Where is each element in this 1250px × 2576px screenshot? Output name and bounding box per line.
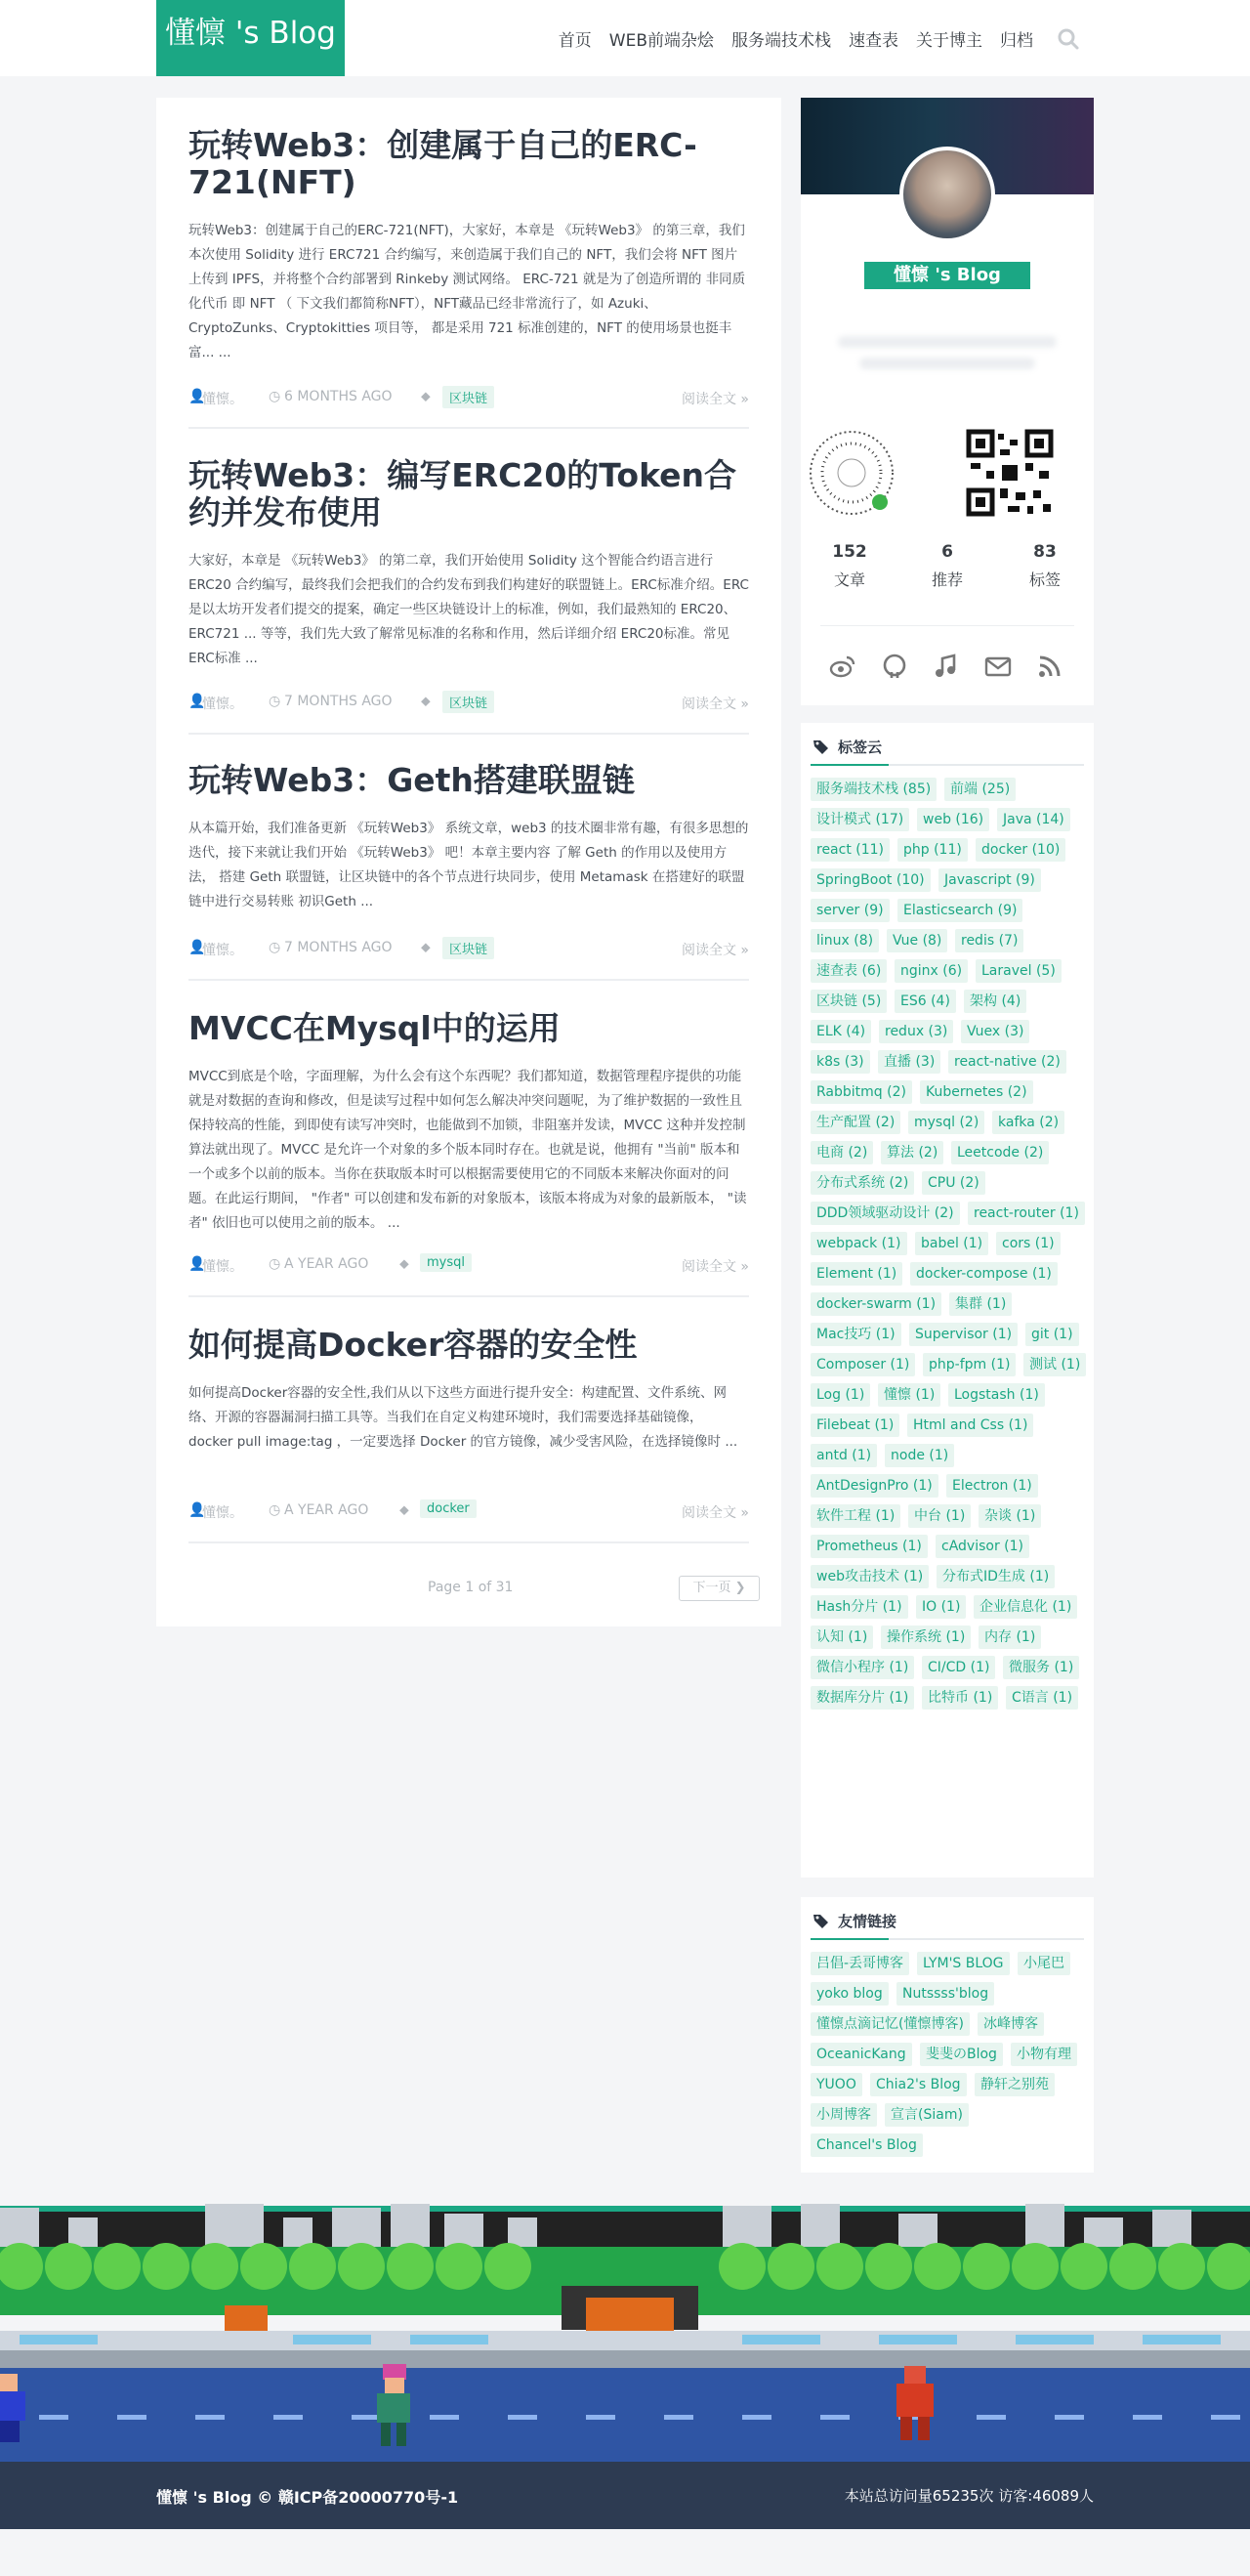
nav-about[interactable]: 关于博主	[916, 31, 982, 51]
friend-links-card	[801, 1897, 1094, 2173]
tag-chip[interactable]: 速查表 (6)	[811, 959, 887, 983]
tag-chip[interactable]: webpack (1)	[811, 1232, 907, 1255]
tag-chip[interactable]: 内存 (1)	[979, 1626, 1041, 1649]
page-bottom	[0, 2529, 1250, 2576]
stat-recommended[interactable]	[898, 542, 996, 590]
nav-archive[interactable]: 归档	[1000, 31, 1033, 51]
pixel-street-scene	[0, 2198, 1250, 2462]
tag-chip[interactable]: php-fpm (1)	[923, 1353, 1016, 1376]
tagcloud-title: 标签云	[838, 739, 883, 756]
post-time: A YEAR AGO	[284, 1256, 369, 1272]
tag-chip[interactable]: ES6 (4)	[895, 990, 956, 1013]
stat-value: 152	[832, 542, 867, 562]
tag-chip[interactable]: Electron (1)	[946, 1474, 1038, 1498]
tag-chip[interactable]: web攻击技术 (1)	[811, 1565, 929, 1588]
post-title[interactable]: 玩转Web3：编写ERC20的Token合约并发布使用	[188, 456, 737, 531]
tag-chip[interactable]: 电商 (2)	[811, 1141, 873, 1164]
tag-chip[interactable]: Hash分片 (1)	[811, 1595, 908, 1619]
post-time: 7 MONTHS AGO	[284, 940, 393, 955]
search-icon[interactable]	[1057, 27, 1080, 51]
tag-chip[interactable]: 微信小程序 (1)	[811, 1656, 914, 1679]
tag-chip[interactable]: 分布式系统 (2)	[811, 1171, 914, 1195]
post-title[interactable]: MVCC在Mysql中的运用	[188, 1009, 561, 1047]
tag-chip[interactable]: Filebeat (1)	[811, 1414, 899, 1437]
friend-link[interactable]: Chancel's Blog	[811, 2133, 923, 2157]
tag-chip[interactable]: git (1)	[1025, 1323, 1079, 1346]
nav-cheatsheet[interactable]: 速查表	[849, 31, 898, 51]
post-divider	[188, 1295, 749, 1297]
friend-link[interactable]: 宣言(Siam)	[885, 2103, 969, 2127]
post-excerpt: 大家好，本章是 《玩转Web3》 的第二章，我们开始使用 Solidity 这个智能合约语言进行 ERC20 合约编写，最终我们会把我们的合约发布到我们构建好的联盟链上。ERC标准介绍。ERC 是以太坊开发者们提交的提案，确定一些区块链设计上的标准，例如，我们最熟知的 ERC20、ERC721 ... 等等，我们先大致了解常见标准的名称和作用，然后详细介绍 ERC20标准。常见ERC标准 ...	[188, 553, 749, 666]
post-tag[interactable]: 区块链	[442, 691, 494, 713]
tag-chip[interactable]: server (9)	[811, 899, 890, 922]
tag-chip[interactable]: node (1)	[885, 1444, 954, 1467]
friend-link[interactable]: 小尾巴	[1018, 1952, 1070, 1975]
tagcloud-title-underline	[811, 764, 889, 766]
tag-icon: ⬥	[399, 1256, 409, 1272]
read-more-link[interactable]: 阅读全文 »	[681, 943, 749, 958]
tag-chip[interactable]: Element (1)	[811, 1262, 902, 1286]
footer-copyright[interactable]: 懂懔 's Blog © 赣ICP备20000770号-1	[156, 2488, 459, 2507]
profile-stats	[801, 542, 1094, 601]
author-icon: 👤	[188, 1256, 206, 1272]
tag-chip[interactable]: Html and Css (1)	[907, 1414, 1033, 1437]
tag-chip[interactable]: react-router (1)	[968, 1202, 1085, 1225]
stat-label: 文章	[833, 570, 865, 589]
next-page-button[interactable]: 下一页 ❯	[679, 1576, 760, 1601]
post-author[interactable]: 懂懔。	[202, 943, 243, 958]
main-nav	[541, 26, 1033, 51]
friend-link[interactable]: 静轩之别苑	[975, 2073, 1055, 2096]
stat-value: 83	[1033, 542, 1057, 562]
post-excerpt: 玩转Web3：创建属于自己的ERC-721(NFT)，大家好，本章是 《玩转Web3》 的第三章，我们本次使用 Solidity 进行 ERC721 合约编写，来创造属于我们自己的 NFT，我们会将 NFT 图片上传到 IPFS，并将整个合约部署到 Rinkeby 测试网络。 ERC-721 就是为了创造所谓的 非同质化代币 即 NFT （ 下文我们都简称NFT），NFT藏品已经非常流行了，如 Azuki、CryptoZunks、Cryptokitties 项目等， 都是采用 721 标准创建的，NFT 的使用场景也挺丰富... ...	[188, 223, 746, 360]
post-item	[188, 457, 749, 671]
post-time: 6 MONTHS AGO	[284, 389, 393, 404]
tag-chip[interactable]: Log (1)	[811, 1383, 870, 1407]
friend-link[interactable]: 懂懔点滴记忆(懂懔博客)	[811, 2012, 970, 2036]
music-icon[interactable]	[933, 653, 960, 680]
tag-chip[interactable]: Vuex (3)	[961, 1020, 1029, 1043]
post-author[interactable]: 懂懔。	[202, 697, 243, 712]
avatar	[899, 147, 995, 242]
tags-icon	[812, 739, 830, 756]
tag-chip[interactable]: Javascript (9)	[938, 868, 1041, 892]
tag-chip[interactable]: docker (10)	[976, 838, 1065, 862]
friend-link[interactable]: 小物有理	[1011, 2043, 1077, 2066]
post-author[interactable]: 懂懔。	[202, 1259, 243, 1275]
qr-code-icon	[965, 428, 1055, 518]
post-tag[interactable]: docker	[420, 1499, 477, 1518]
tag-chip[interactable]: redis (7)	[955, 929, 1023, 952]
post-meta	[188, 1499, 749, 1523]
tag-chip[interactable]: DDD领域驱动设计 (2)	[811, 1202, 960, 1225]
tag-chip[interactable]: 认知 (1)	[811, 1626, 873, 1649]
friend-link[interactable]: 冰峰博客	[978, 2012, 1044, 2036]
tag-chip[interactable]: 企业信息化 (1)	[974, 1595, 1077, 1619]
post-divider	[188, 427, 749, 429]
tag-chip[interactable]: 软件工程 (1)	[811, 1504, 900, 1528]
tag-chip[interactable]: 懂懔 (1)	[878, 1383, 940, 1407]
post-item	[188, 762, 749, 914]
friend-link[interactable]: YUOO	[811, 2073, 862, 2096]
tag-chip[interactable]: Leetcode (2)	[951, 1141, 1049, 1164]
author-icon: 👤	[188, 389, 206, 404]
stat-articles[interactable]	[801, 542, 898, 590]
post-tag[interactable]: mysql	[420, 1253, 472, 1272]
tag-chip[interactable]: cors (1)	[996, 1232, 1061, 1255]
tag-chip[interactable]: linux (8)	[811, 929, 879, 952]
post-meta	[188, 386, 749, 409]
weibo-icon[interactable]	[829, 653, 856, 680]
tag-icon: ⬥	[399, 1502, 409, 1518]
tag-chip[interactable]: 集群 (1)	[949, 1292, 1012, 1316]
post-list	[156, 98, 781, 1626]
profile-card	[801, 98, 1094, 705]
post-divider	[188, 733, 749, 735]
stat-tags[interactable]	[996, 542, 1094, 590]
post-tag[interactable]: 区块链	[442, 386, 494, 408]
friend-link[interactable]: 吕倡-丢哥博客	[811, 1952, 909, 1975]
post-tag[interactable]: 区块链	[442, 937, 494, 959]
tag-chip[interactable]: ELK (4)	[811, 1020, 871, 1043]
tag-chip[interactable]: kafka (2)	[992, 1111, 1064, 1134]
clock-icon: ◷	[269, 1256, 281, 1272]
tag-icon: ⬥	[421, 694, 431, 709]
tagcloud-card	[801, 723, 1094, 1878]
post-excerpt: 从本篇开始，我们准备更新 《玩转Web3》 系统文章，web3 的技术圈非常有趣，有很多思想的迭代，接下来就让我们开始 《玩转Web3》 吧！本章主要内容 了解 Geth 的作用以及使用方法， 搭建 Geth 联盟链，让区块链中的各个节点进行块同步，使用 Metamask 在搭建好的联盟链中进行交易转账 初识Geth ...	[188, 821, 749, 909]
stat-label: 标签	[1028, 570, 1061, 589]
tag-chip[interactable]: web (16)	[917, 808, 989, 831]
github-icon[interactable]	[881, 653, 908, 680]
tag-chip[interactable]: 测试 (1)	[1023, 1353, 1086, 1376]
post-title[interactable]: 如何提高Docker容器的安全性	[188, 1326, 638, 1364]
tag-icon: ⬥	[421, 389, 431, 404]
tag-chip[interactable]: Composer (1)	[811, 1353, 915, 1376]
tag-chip[interactable]: 算法 (2)	[881, 1141, 943, 1164]
friend-link[interactable]: 小周博客	[811, 2103, 877, 2127]
post-item	[188, 1327, 749, 1455]
post-title[interactable]: 玩转Web3：创建属于自己的ERC-721(NFT)	[188, 126, 697, 201]
friend-link[interactable]: Nutssss'blog	[896, 1982, 994, 2006]
clock-icon: ◷	[269, 940, 281, 955]
profile-divider	[820, 625, 1074, 626]
friend-link[interactable]: 斐斐のBlog	[920, 2043, 1003, 2066]
post-author[interactable]: 懂懔。	[202, 392, 243, 407]
tag-chip[interactable]: C语言 (1)	[1006, 1686, 1078, 1710]
site-footer	[0, 2462, 1250, 2529]
tag-chip[interactable]: cAdvisor (1)	[936, 1535, 1029, 1558]
tag-chip[interactable]: 微服务 (1)	[1003, 1656, 1079, 1679]
rss-icon[interactable]	[1036, 653, 1063, 680]
tag-chip[interactable]: 杂谈 (1)	[979, 1504, 1041, 1528]
tag-chip[interactable]: 前端 (25)	[944, 778, 1016, 801]
footer-visits: 本站总访问量65235次 访客:46089人	[844, 2487, 1094, 2505]
tag-chip[interactable]: SpringBoot (10)	[811, 868, 931, 892]
site-brand[interactable]: 懂懔 's Blog	[156, 0, 345, 76]
clock-icon: ◷	[269, 694, 281, 709]
profile-bio-blur	[859, 358, 1035, 369]
tag-chip[interactable]: mysql (2)	[908, 1111, 984, 1134]
post-time: A YEAR AGO	[284, 1502, 369, 1518]
mail-icon[interactable]	[984, 653, 1012, 680]
post-meta	[188, 1253, 749, 1277]
read-more-link[interactable]: 阅读全文 »	[681, 1505, 749, 1521]
tag-chip[interactable]: 服务端技术栈 (85)	[811, 778, 937, 801]
profile-bio-blur	[838, 336, 1057, 348]
friend-link[interactable]: yoko blog	[811, 1982, 889, 2006]
friend-link[interactable]: LYM'S BLOG	[917, 1952, 1010, 1975]
tag-chip[interactable]: AntDesignPro (1)	[811, 1474, 938, 1498]
top-navbar	[0, 0, 1250, 76]
post-item	[188, 127, 749, 365]
tag-chip[interactable]: Rabbitmq (2)	[811, 1080, 912, 1104]
tag-chip[interactable]: 操作系统 (1)	[881, 1626, 971, 1649]
post-title[interactable]: 玩转Web3：Geth搭建联盟链	[188, 761, 635, 799]
friend-links-title: 友情链接	[838, 1913, 897, 1930]
tag-chip[interactable]: Prometheus (1)	[811, 1535, 928, 1558]
page-indicator: Page 1 of 31	[428, 1580, 514, 1595]
friend-link[interactable]: OceanicKang	[811, 2043, 912, 2066]
nav-home[interactable]: 首页	[558, 31, 592, 51]
read-more-link[interactable]: 阅读全文 »	[681, 1259, 749, 1275]
post-divider	[188, 979, 749, 981]
tag-icon: ⬥	[421, 940, 431, 955]
profile-name-ribbon: 懂懔 's Blog	[872, 262, 1022, 289]
tag-chip[interactable]: 分布式ID生成 (1)	[937, 1565, 1055, 1588]
tag-chip[interactable]: redux (3)	[879, 1020, 953, 1043]
tag-chip[interactable]: 数据库分片 (1)	[811, 1686, 914, 1710]
author-icon: 👤	[188, 694, 206, 709]
author-icon: 👤	[188, 1502, 206, 1518]
tag-chip[interactable]: Java (14)	[997, 808, 1070, 831]
tag-chip[interactable]: Supervisor (1)	[909, 1323, 1018, 1346]
post-meta	[188, 691, 749, 714]
tag-chip[interactable]: nginx (6)	[895, 959, 968, 983]
read-more-link[interactable]: 阅读全文 »	[681, 392, 749, 407]
tag-chip[interactable]: 直播 (3)	[878, 1050, 940, 1074]
nav-server-stack[interactable]: 服务端技术栈	[731, 31, 831, 51]
clock-icon: ◷	[269, 389, 281, 404]
post-excerpt: MVCC到底是个啥，字面理解，为什么会有这个东西呢？我们都知道，数据管理程序提供的功能就是对数据的查询和修改，但是读写过程中如何怎么解决冲突问题呢，为了维护数据的一致性且保持较高的性能，到即使有读写冲突时，也能做到不加锁，非阻塞并发读，MVCC 这种并发控制算法就出现了。MVCC 是允许一个对象的多个版本同时存在。也就是说，他拥有 "当前" 版本和一个或多个以前的版本。当你在获取版本时可以根据需要使用它的不同版本来解决你面对的问题。在此运行期间， "作者" 可以创建和发布新的对象版本，该版本将成为对象的最新版本， "读者" 依旧也可以使用之前的版本。 ...	[188, 1069, 747, 1231]
tag-chip[interactable]: Elasticsearch (9)	[897, 899, 1022, 922]
tag-chip[interactable]: 生产配置 (2)	[811, 1111, 900, 1134]
tag-chip[interactable]: babel (1)	[915, 1232, 988, 1255]
friend-links-header	[811, 1909, 1084, 1940]
tag-chip[interactable]: react-native (2)	[948, 1050, 1066, 1074]
tag-chip[interactable]: IO (1)	[916, 1595, 966, 1619]
read-more-link[interactable]: 阅读全文 »	[681, 697, 749, 712]
tag-chip[interactable]: Laravel (5)	[976, 959, 1062, 983]
tag-chip[interactable]: k8s (3)	[811, 1050, 870, 1074]
tag-chip[interactable]: 比特币 (1)	[922, 1686, 998, 1710]
tag-chip[interactable]: antd (1)	[811, 1444, 877, 1467]
tag-chip[interactable]: docker-swarm (1)	[811, 1292, 941, 1316]
tag-chip[interactable]: Kubernetes (2)	[920, 1080, 1033, 1104]
stat-value: 6	[941, 542, 953, 562]
stat-label: 推荐	[931, 570, 963, 589]
author-icon: 👤	[188, 940, 206, 955]
tag-chip[interactable]: Logstash (1)	[948, 1383, 1045, 1407]
post-author[interactable]: 懂懔。	[202, 1505, 243, 1521]
miniprogram-code-icon	[807, 428, 896, 518]
tag-chip[interactable]: docker-compose (1)	[910, 1262, 1058, 1286]
tag-chip[interactable]: 中台 (1)	[908, 1504, 971, 1528]
post-excerpt: 如何提高Docker容器的安全性,我们从以下这些方面进行提升安全：构建配置、文件系统、网络、开源的容器漏洞扫描工具等。当我们在自定义构建环境时，我们需要选择基础镜像， docker pull image:tag ，一定要选择 Docker 的官方镜像，减少受害风险，在选择镜像时 ...	[188, 1385, 738, 1450]
tag-chip[interactable]: Vue (8)	[887, 929, 947, 952]
post-item	[188, 1010, 749, 1236]
clock-icon: ◷	[269, 1502, 281, 1518]
friend-links-title-underline	[811, 1938, 889, 1940]
friend-link[interactable]: Chia2's Blog	[870, 2073, 967, 2096]
post-time: 7 MONTHS AGO	[284, 694, 393, 709]
tags-icon	[812, 1913, 830, 1930]
post-divider	[188, 1541, 749, 1543]
tag-chip[interactable]: 设计模式 (17)	[811, 808, 909, 831]
tag-chip[interactable]: Mac技巧 (1)	[811, 1323, 901, 1346]
tag-chip[interactable]: CPU (2)	[922, 1171, 985, 1195]
tagcloud-header	[811, 735, 1084, 766]
tag-chip[interactable]: php (11)	[897, 838, 968, 862]
tag-chip[interactable]: react (11)	[811, 838, 890, 862]
tag-chip[interactable]: CI/CD (1)	[922, 1656, 995, 1679]
tag-chip[interactable]: 架构 (4)	[964, 990, 1026, 1013]
nav-web-frontend[interactable]: WEB前端杂烩	[608, 31, 714, 51]
post-meta	[188, 937, 749, 960]
tag-chip[interactable]: 区块链 (5)	[811, 990, 887, 1013]
